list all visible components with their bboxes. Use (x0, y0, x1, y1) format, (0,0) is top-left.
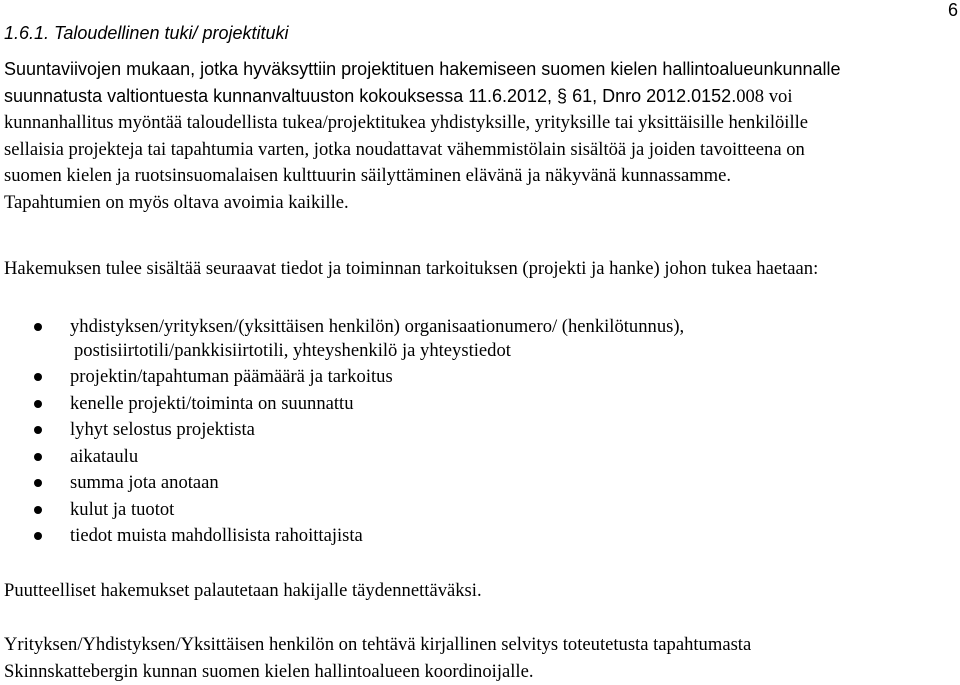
bullet-icon (34, 323, 42, 331)
intro-line-3: kunnanhallitus myöntää taloudellista tukea/projektitukea yhdistyksille, yrityksille tai yksittäisille henkilöille (4, 110, 960, 137)
incomplete-note (4, 578, 960, 605)
bullet-icon (34, 426, 42, 434)
list-item-text: lyhyt selostus projektista (70, 419, 255, 440)
report-note-line-2: Skinnskattebergin kunnan suomen kielen hallintoalueen koordinoijalle. (4, 659, 960, 685)
section-heading: 1.6.1. Taloudellinen tuki/ projektituki (4, 20, 289, 46)
bullet-icon (34, 532, 42, 540)
intro-line-2 (4, 83, 960, 111)
intro-paragraph (4, 56, 960, 216)
list-item-text: kulut ja tuotot (70, 499, 174, 520)
bullet-icon (34, 506, 42, 514)
list-item (0, 391, 960, 418)
list-item-text: projektin/tapahtuman päämäärä ja tarkoitus (70, 366, 393, 387)
requirements-list (0, 314, 960, 550)
intro-line-4: sellaisia projekteja tai tapahtumia varten, jotka noudattavat vähemmistölain sisältöä ja joiden tavoitteena on (4, 137, 960, 164)
intro-line-1: Suuntaviivojen mukaan, jotka hyväksyttiin projektituen hakemiseen suomen kielen hallintoalueunkunnalle (4, 56, 960, 83)
bullet-icon (34, 453, 42, 461)
intro-line-5: suomen kielen ja ruotsinsuomalaisen kulttuurin säilyttäminen elävänä ja näkyvänä kunnassamme. (4, 163, 960, 190)
bullet-icon (34, 400, 42, 408)
intro-line-6: Tapahtumien on myös oltava avoimia kaikille. (4, 190, 960, 217)
list-item (0, 314, 960, 364)
bullet-icon (34, 373, 42, 381)
incomplete-note-text: Puutteelliset hakemukset palautetaan hakijalle täydennettäväksi. (4, 578, 960, 605)
report-note-line-1: Yrityksen/Yhdistyksen/Yksittäisen henkilön on tehtävä kirjallinen selvitys toteutetusta tapahtumasta (4, 632, 960, 659)
list-item (0, 497, 960, 524)
requirements-intro-text: Hakemuksen tulee sisältää seuraavat tiedot ja toiminnan tarkoituksen (projekti ja hanke) johon tukea haetaan: (4, 256, 960, 283)
list-item-text: kenelle projekti/toiminta on suunnattu (70, 393, 354, 414)
list-item (0, 470, 960, 497)
list-item-text: summa jota anotaan (70, 472, 219, 493)
page-number: 6 (948, 0, 958, 20)
list-item-text: aikataulu (70, 446, 138, 467)
requirements-intro (4, 256, 960, 283)
list-item (0, 364, 960, 391)
bullet-icon (34, 479, 42, 487)
intro-line-2-head: suunnatusta valtiontuesta kunnanvaltuuston kokouksessa 11.6.2012, § 61, Dnro 2012.0152. (4, 86, 736, 106)
list-item (0, 444, 960, 471)
report-note (4, 632, 960, 685)
list-item-text: tiedot muista mahdollisista rahoittajista (70, 525, 363, 546)
intro-line-2-tail: 008 voi (736, 86, 792, 107)
list-item-continuation: postisiirtotili/pankkisiirtotili, yhteyshenkilö ja yhteystiedot (70, 338, 960, 365)
list-item-text: yhdistyksen/yrityksen/(yksittäisen henkilön) organisaationumero/ (henkilötunnus), (70, 316, 684, 337)
list-item (0, 417, 960, 444)
list-item (0, 523, 960, 550)
